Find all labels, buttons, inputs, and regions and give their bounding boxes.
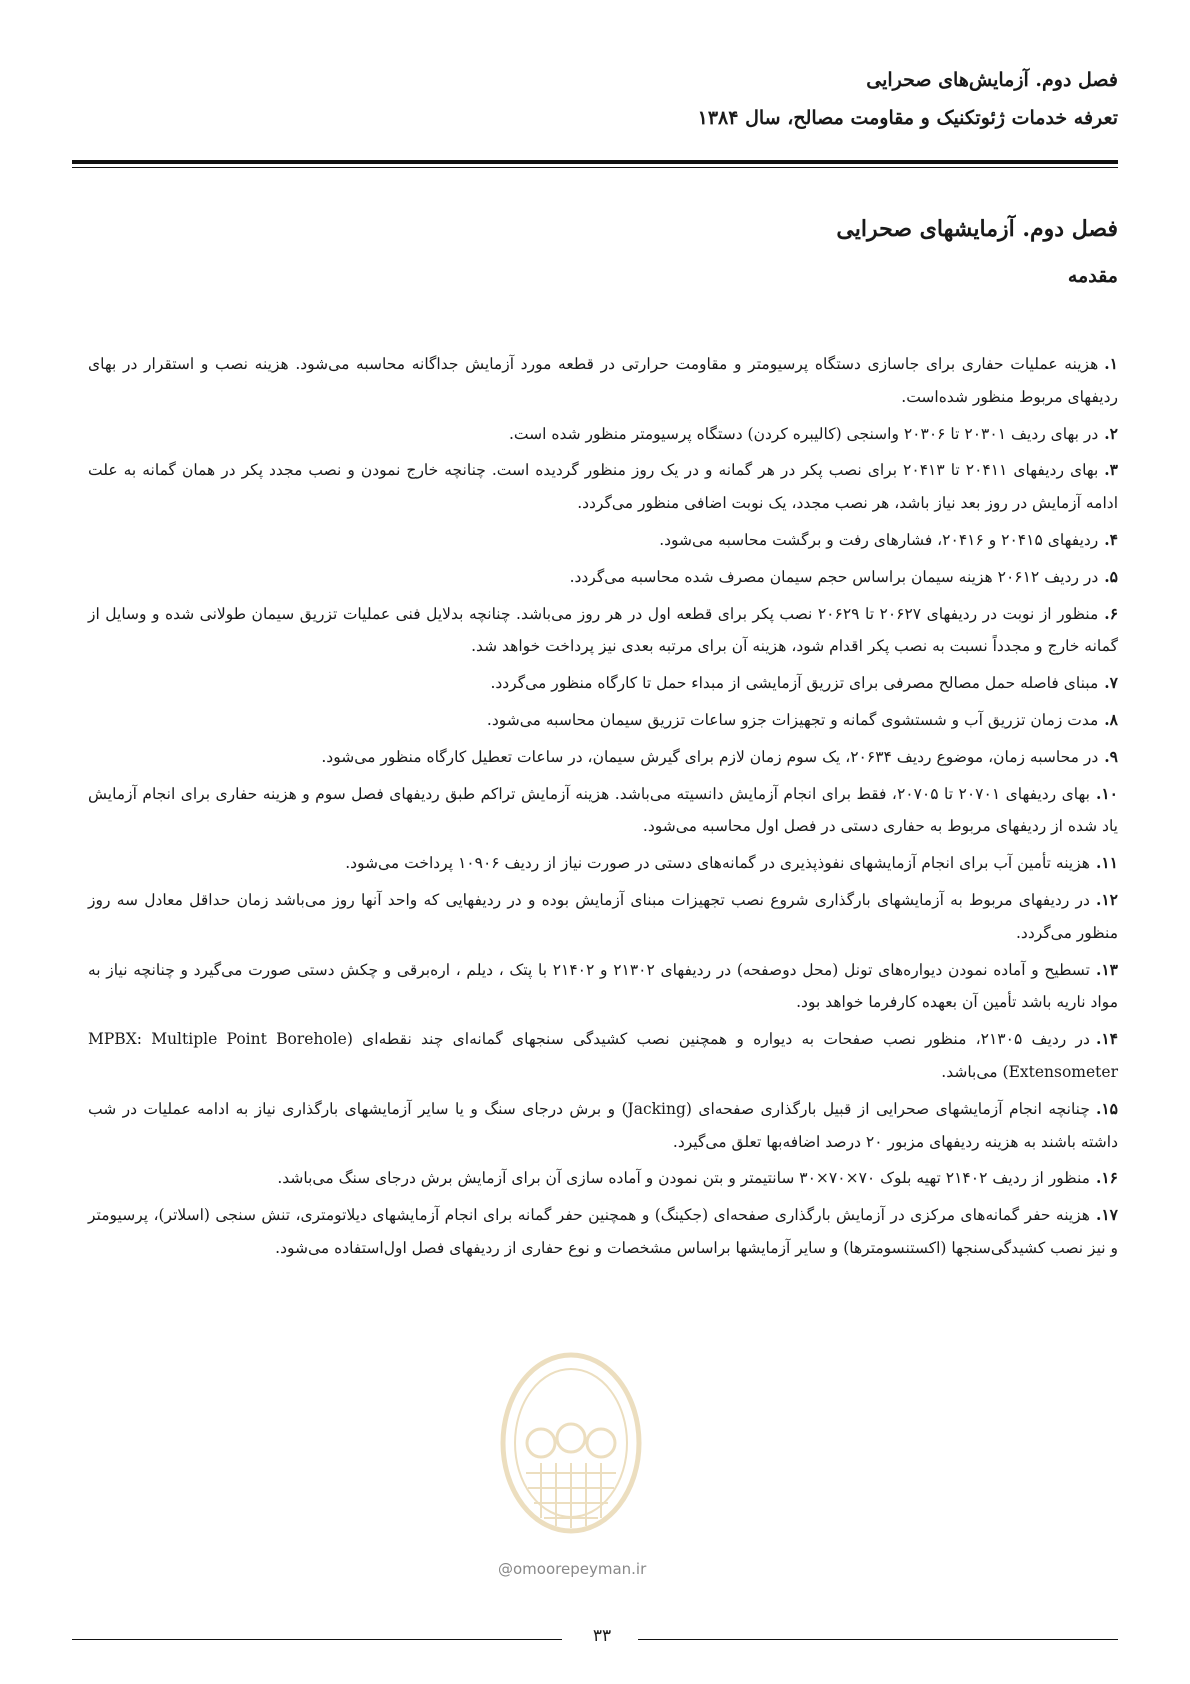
watermark-site: @omoorepeyman.ir xyxy=(498,1560,647,1578)
item-text: در ردیف ۲۱۳۰۵، منظور نصب صفحات به دیواره و همچنین نصب کشیدگی سنجهای گمانه‌ای چند نقطه‌ای (MPBX: Multiple Point Borehole Extensometer) می‌باشد. xyxy=(88,1030,1118,1081)
item-text: در ردیفهای مربوط به آزمایشهای بارگذاری شروع نصب تجهیزات مبنای آزمایش بوده و در ردیفهایی که واحد آنها روز می‌باشد زمان حداقل معادل سه روز منظور می‌گردد. xyxy=(88,890,1118,942)
item-text: هزینه عملیات حفاری برای جاسازی دستگاه پرسیومتر و مقاومت حرارتی در قطعه مورد آزمایش جداگانه محاسبه می‌شود. هزینه نصب و استقرار در بهای ردیفهای مربوط منظور شده‌است. xyxy=(88,355,1118,406)
item-text: منظور از نوبت در ردیفهای ۲۰۶۲۷ تا ۲۰۶۲۹ نصب پکر برای قطعه اول در هر روز می‌باشد. چنانچه بدلایل فنی عملیات تزریق سیمان طولانی شده و وسایل از گمانه خارج و مجدداً نسبت به نصب پکر اقدام شود، هزینه آن برای مرتبه بعدی نیز پرداخت خواهد شد. xyxy=(88,604,1118,656)
item-number: ۱۷. xyxy=(1095,1205,1118,1225)
list-item xyxy=(88,1162,1118,1195)
list-item xyxy=(88,348,1118,414)
header-rule-thin xyxy=(72,167,1118,168)
running-header-book: تعرفه خدمات ژئوتکنیک و مقاومت مصالح، سال ۱۳۸۴ xyxy=(697,107,1118,129)
list-item xyxy=(88,1199,1118,1265)
list-item xyxy=(88,847,1118,880)
item-text: در ردیف ۲۰۶۱۲ هزینه سیمان براساس حجم سیمان مصرف شده محاسبه می‌گردد. xyxy=(569,567,1099,586)
item-number: ۱۴. xyxy=(1095,1029,1118,1049)
list-item xyxy=(88,1093,1118,1159)
list-item xyxy=(88,704,1118,737)
list-item xyxy=(88,454,1118,520)
item-number: ۹. xyxy=(1104,746,1118,766)
list-item xyxy=(88,418,1118,451)
list-item xyxy=(88,741,1118,774)
item-number: ۴. xyxy=(1104,529,1118,549)
list-item xyxy=(88,778,1118,844)
list-item xyxy=(88,561,1118,594)
item-number: ۱۵. xyxy=(1095,1098,1118,1118)
item-number: ۱۱. xyxy=(1095,853,1118,873)
item-number: ۸. xyxy=(1104,709,1118,729)
item-text: ردیفهای ۲۰۴۱۵ و ۲۰۴۱۶، فشارهای رفت و برگشت محاسبه می‌شود. xyxy=(659,530,1099,549)
chapter-title: فصل دوم. آزمایشهای صحرایی xyxy=(836,216,1118,242)
list-item xyxy=(88,524,1118,557)
page-number: ۳۳ xyxy=(592,1626,612,1646)
item-number: ۱۳. xyxy=(1095,959,1118,979)
item-text: مبنای فاصله حمل مصالح مصرفی برای تزریق آزمایشی از مبداء حمل تا کارگاه منظور می‌گردد. xyxy=(490,674,1099,693)
item-number: ۲. xyxy=(1104,423,1118,443)
item-text: تسطیح و آماده نمودن دیواره‌های تونل (محل دوصفحه) در ردیفهای ۲۱۳۰۲ و ۲۱۴۰۲ با پتک ، دیلم ، اره‌برقی و چکش دستی صورت می‌گیرد و چنانچه نیاز به مواد ناریه باشد تأمین آن بعهده کارفرما خواهد بود. xyxy=(88,960,1118,1012)
header-rule xyxy=(72,160,1118,164)
seal-logo-icon xyxy=(496,1348,646,1548)
list-item xyxy=(88,954,1118,1020)
item-number: ۱۲. xyxy=(1095,889,1118,909)
list-item xyxy=(88,1023,1118,1089)
item-number: ۱۶. xyxy=(1095,1168,1118,1188)
item-number: ۵. xyxy=(1104,566,1118,586)
item-list xyxy=(88,348,1118,1269)
item-number: ۳. xyxy=(1104,460,1118,480)
item-number: ۶. xyxy=(1104,603,1119,623)
item-number: ۱۰. xyxy=(1095,783,1118,803)
item-text: بهای ردیفهای ۲۰۴۱۱ تا ۲۰۴۱۳ برای نصب پکر در هر گمانه و در یک روز منظور گردیده است. چنانچه خارج نمودن و نصب مجدد پکر در همان گمانه به علت ادامه آزمایش در روز بعد نیاز باشد، هر نصب مجدد، یک نوبت اضافی منظور می‌گردد. xyxy=(88,461,1118,513)
list-item xyxy=(88,598,1118,664)
footer-rule-left xyxy=(72,1639,562,1640)
item-text: منظور از ردیف ۲۱۴۰۲ تهیه بلوک ۷۰×۷۰×۳۰ سانتیمتر و بتن نمودن و آماده سازی آن برای آزمایش برش درجای سنگ می‌باشد. xyxy=(277,1169,1090,1188)
list-item xyxy=(88,884,1118,950)
item-text: چنانچه انجام آزمایشهای صحرایی از قبیل بارگذاری صفحه‌ای (Jacking) و برش درجای سنگ و یا سایر آزمایشهای بارگذاری نیاز به ادامه عملیات در شب داشته باشند به هزینه ردیفهای مزبور ۲۰ درصد اضافه‌بها تعلق می‌گیرد. xyxy=(88,1099,1118,1151)
section-subtitle: مقدمه xyxy=(1067,265,1118,287)
item-text: در بهای ردیف ۲۰۳۰۱ تا ۲۰۳۰۶ واسنجی (کالیبره کردن) دستگاه پرسیومتر منظور شده است. xyxy=(508,424,1099,443)
item-number: ۷. xyxy=(1104,673,1118,693)
item-text: هزینه تأمین آب برای انجام آزمایشهای نفوذپذیری در گمانه‌های دستی در صورت نیاز از ردیف ۱۰۹۰۶ پرداخت می‌شود. xyxy=(345,854,1090,873)
item-text: بهای ردیفهای ۲۰۷۰۱ تا ۲۰۷۰۵، فقط برای انجام آزمایش دانسیته می‌باشد. هزینه آزمایش تراکم طبق ردیفهای فصل سوم و هزینه حفاری برای انجام آزمایش یاد شده از ردیفهای مربوط به حفاری دستی در فصل اول محاسبه می‌شود. xyxy=(88,784,1118,836)
item-text: هزینه حفر گمانه‌های مرکزی در آزمایش بارگذاری صفحه‌ای (جکینگ) و همچنین حفر گمانه برای انجام آزمایشهای دیلاتومتری، تنش سنجی (اسلاتر)، پرسیومتر و نیز نصب کشیدگی‌سنجها (اکستنسومترها) و سایر آزمایشها براساس مشخصات و نوع حفاری از ردیفهای فصل اول‌استفاده می‌شود. xyxy=(88,1206,1118,1257)
item-number: ۱. xyxy=(1104,354,1118,373)
footer-rule-right xyxy=(638,1639,1118,1640)
running-header-chapter: فصل دوم. آزمایش‌های صحرایی xyxy=(866,69,1118,91)
list-item xyxy=(88,667,1118,700)
item-text: مدت زمان تزریق آب و شستشوی گمانه و تجهیزات جزو ساعات تزریق سیمان محاسبه می‌شود. xyxy=(486,710,1099,729)
item-text: در محاسبه زمان، موضوع ردیف ۲۰۶۳۴، یک سوم زمان لازم برای گیرش سیمان، در ساعات تعطیل کارگاه منظور می‌شود. xyxy=(321,747,1099,766)
